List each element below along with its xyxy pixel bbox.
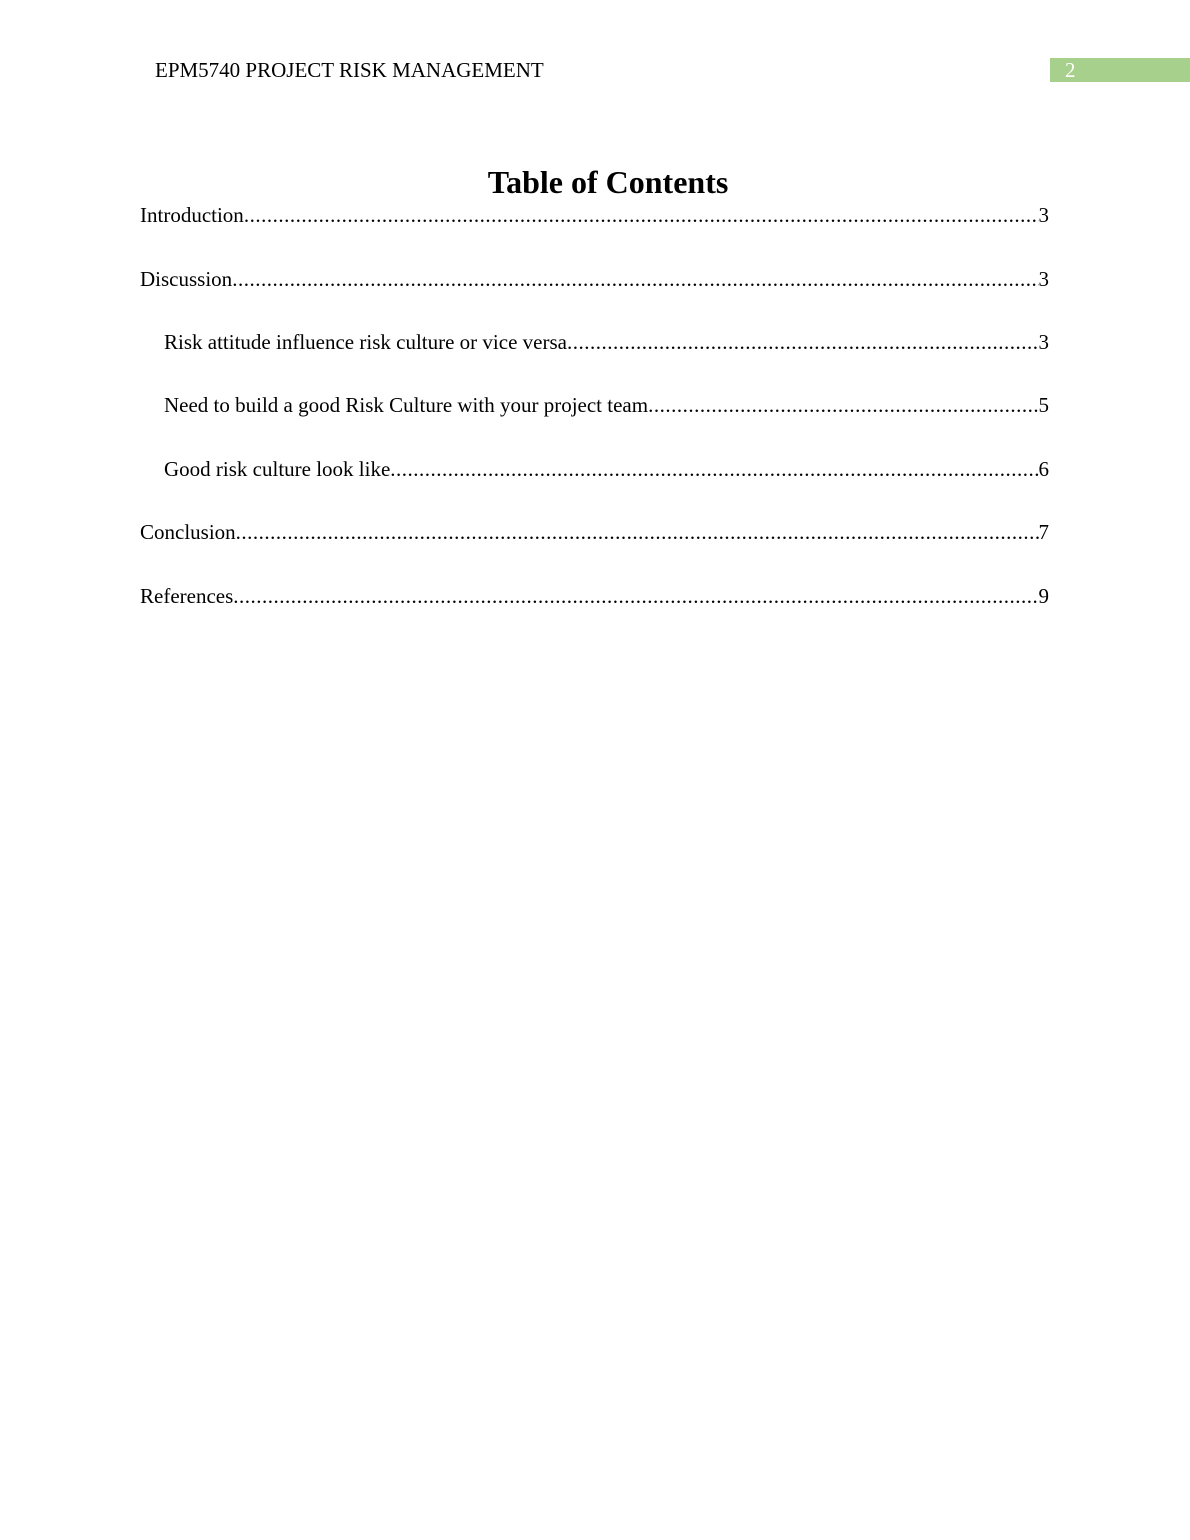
toc-dot-leader bbox=[390, 456, 1038, 482]
toc-entry-label: Good risk culture look like bbox=[164, 457, 391, 481]
toc-entry-discussion[interactable] bbox=[140, 266, 1049, 292]
toc-entry-page: 3 bbox=[1038, 203, 1049, 227]
toc-entry-introduction[interactable] bbox=[140, 202, 1049, 228]
toc-entry-page: 5 bbox=[1038, 393, 1049, 417]
toc-entry-label: Need to build a good Risk Culture with your project team bbox=[164, 393, 649, 417]
toc-entry-page: 3 bbox=[1038, 267, 1049, 291]
toc-entry-label: Conclusion bbox=[140, 520, 236, 544]
toc-dot-leader bbox=[244, 202, 1039, 228]
toc-title: Table of Contents bbox=[487, 164, 729, 200]
toc-entry-label: Introduction bbox=[140, 203, 244, 227]
toc-entry-page: 9 bbox=[1038, 584, 1049, 608]
page-number: 2 bbox=[1065, 58, 1076, 82]
toc-dot-leader bbox=[648, 392, 1038, 418]
toc-entry-label: Risk attitude influence risk culture or vice versa bbox=[164, 330, 567, 354]
toc-entry-references[interactable] bbox=[140, 583, 1049, 609]
toc-entry-page: 3 bbox=[1038, 330, 1049, 354]
toc-dot-leader bbox=[567, 329, 1039, 355]
toc-entry-page: 7 bbox=[1038, 520, 1049, 544]
toc-entry-build-risk-culture[interactable] bbox=[164, 392, 1049, 418]
toc-dot-leader bbox=[232, 266, 1038, 292]
toc-entry-label: Discussion bbox=[140, 267, 233, 291]
running-header-title: EPM5740 PROJECT RISK MANAGEMENT bbox=[155, 58, 544, 82]
toc-entry-label: References bbox=[140, 584, 234, 608]
page-number-box bbox=[1050, 58, 1190, 82]
toc-dot-leader bbox=[236, 519, 1039, 545]
toc-entry-risk-attitude[interactable] bbox=[164, 329, 1049, 355]
toc-entry-conclusion[interactable] bbox=[140, 519, 1049, 545]
toc-entry-good-risk-culture[interactable] bbox=[164, 456, 1049, 482]
toc-entry-page: 6 bbox=[1038, 457, 1049, 481]
toc-dot-leader bbox=[233, 583, 1038, 609]
